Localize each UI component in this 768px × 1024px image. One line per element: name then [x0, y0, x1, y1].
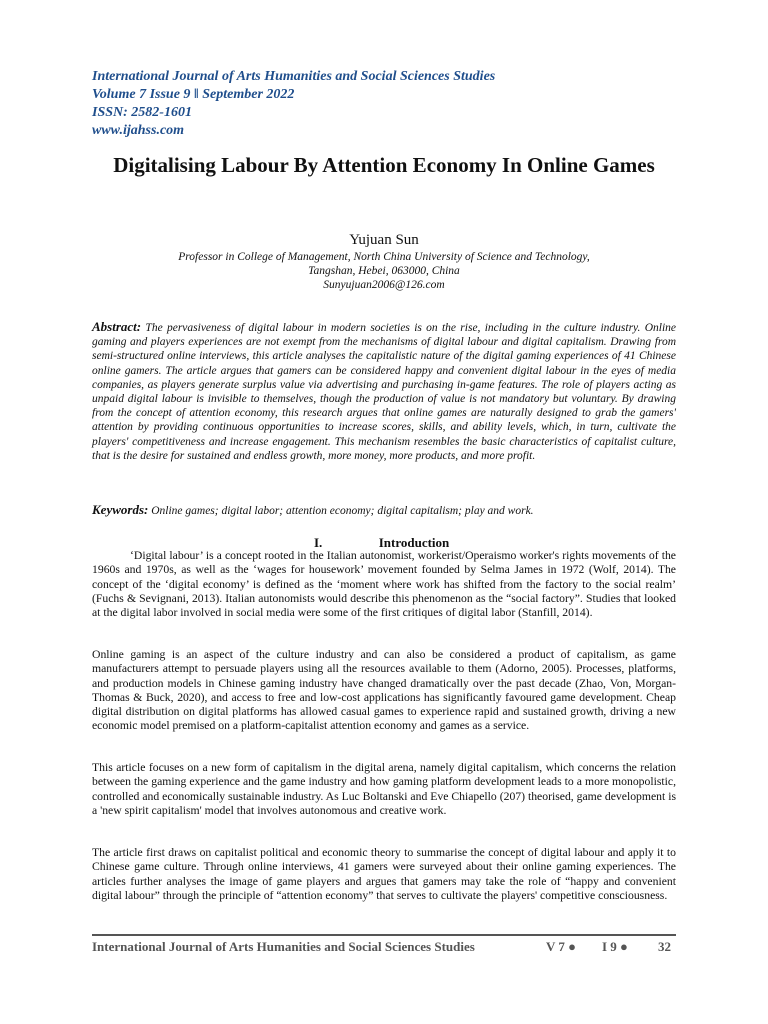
- page-number: 32: [658, 939, 671, 954]
- body-paragraph: The article first draws on capitalist political and economic theory to summarise the concept of digital labour and apply it to Chinese game culture. Through online interviews, 41 gamers were surveyed about their online gaming experiences. The articles further analyses the image of game players and argues that gamers may take the role of “happy and convenient digital labour” through the principle of “attention economy” that serves to cultivate the players' competitive consciousness.: [92, 846, 676, 902]
- paper-title: Digitalising Labour By Attention Economy In Online Games: [113, 153, 655, 177]
- footer-divider: [92, 934, 676, 936]
- keywords-label: Keywords:: [92, 502, 149, 517]
- abstract: [92, 320, 676, 463]
- body-paragraph: This article focuses on a new form of capitalism in the digital arena, namely digital capitalism, which concerns the relation between the gaming experience and the game industry and how gaming platform development leads to a more monopolistic, controlled and economically sustainable industry. As Luc Boltanski and Eve Chiapello (207) theorised, game development is a 'new spirit capitalism' model that involves autonomous and creative work.: [92, 761, 676, 817]
- affiliation-line-1: Professor in College of Management, North China University of Science and Technology,: [178, 251, 590, 263]
- affiliation-line-2: Tangshan, Hebei, 063000, China: [308, 265, 460, 277]
- abstract-text: The pervasiveness of digital labour in modern societies is on the rise, including in the culture industry. Online gaming and players experiences are not exempt from the mechanisms of digital labour and digital capitalism. Drawing from semi-structured online interviews, this article analyses the capitalistic nature of the digital gaming experiences of 41 Chinese online gamers. The article argues that gamers can be considered happy and convenient digital labour in the eyes of media companies, as players generate surplus value via advertising and purchasing in-game features. The role of players acting as unpaid digital labour is invisible to themselves, though the production of value is not mandatory but voluntary. By drawing from the concept of attention economy, this research argues that online games are naturally designed to grab the gamers' attention by providing continuous opportunities to increase scores, skills, and ability levels, which, in turn, cultivate the players' competitiveness and increase engagement. This mechanism resembles the basic characteristics of capitalist culture, that is the desire for sustained and endless growth, more money, more products, and more profit.: [92, 322, 676, 462]
- body-paragraph: Online gaming is an aspect of the culture industry and can also be considered a product of capitalism, as game manufacturers attempt to persuade players using all the resources available to them (Adorno, 2005). Processes, platforms, and production models in Chinese gaming industry have changed dramatically over the past decade (Zhao, Von, Morgan-Thomas & Buck, 2020), and access to free and low-cost applications has significantly favoured game development. Cheap digital distribution on digital platforms has allowed casual games to experience rapid and sustained growth, driving a new economic model premised on a platform-capitalist attention economy and games as a service.: [92, 648, 676, 733]
- body-paragraph: ‘Digital labour’ is a concept rooted in the Italian autonomist, workerist/Operaismo worker's rights movements of the 1960s and 1970s, as well as the ‘wages for housework’ movement founded by Selma James in 1972 (Wolf, 2014). The concept of the ‘digital economy’ is defined as the ‘moment where work has shifted from the factory to the social realm’ (Fuchs & Sevignani, 2013). Italian autonomists would describe this phenomenon as the “social factory”. Studies that looked at the digital labor involved in social media were some of the first critiques of digital labor (Stanfill, 2014).: [92, 549, 676, 620]
- footer-journal-name: International Journal of Arts Humanities and Social Sciences Studies: [92, 939, 475, 954]
- author-name: Yujuan Sun: [349, 232, 419, 248]
- journal-header: [92, 68, 495, 140]
- website-link[interactable]: www.ijahss.com: [92, 123, 185, 138]
- volume-issue: Volume 7 Issue 9 ǁ September 2022: [92, 87, 295, 102]
- abstract-label: Abstract:: [92, 319, 142, 334]
- author-affiliation: [60, 250, 708, 292]
- footer-volume: V 7 ●: [546, 939, 577, 954]
- issn: ISSN: 2582-1601: [92, 105, 192, 120]
- section-number: I.: [314, 535, 323, 550]
- keywords-text: Online games; digital labor; attention economy; digital capitalism; play and work.: [151, 505, 534, 517]
- author-email[interactable]: Sunyujuan2006@126.com: [323, 279, 445, 291]
- footer-issue: I 9 ●: [602, 939, 628, 954]
- journal-name: International Journal of Arts Humanities and Social Sciences Studies: [92, 69, 496, 84]
- section-title: Introduction: [378, 535, 450, 550]
- keywords: [92, 503, 676, 518]
